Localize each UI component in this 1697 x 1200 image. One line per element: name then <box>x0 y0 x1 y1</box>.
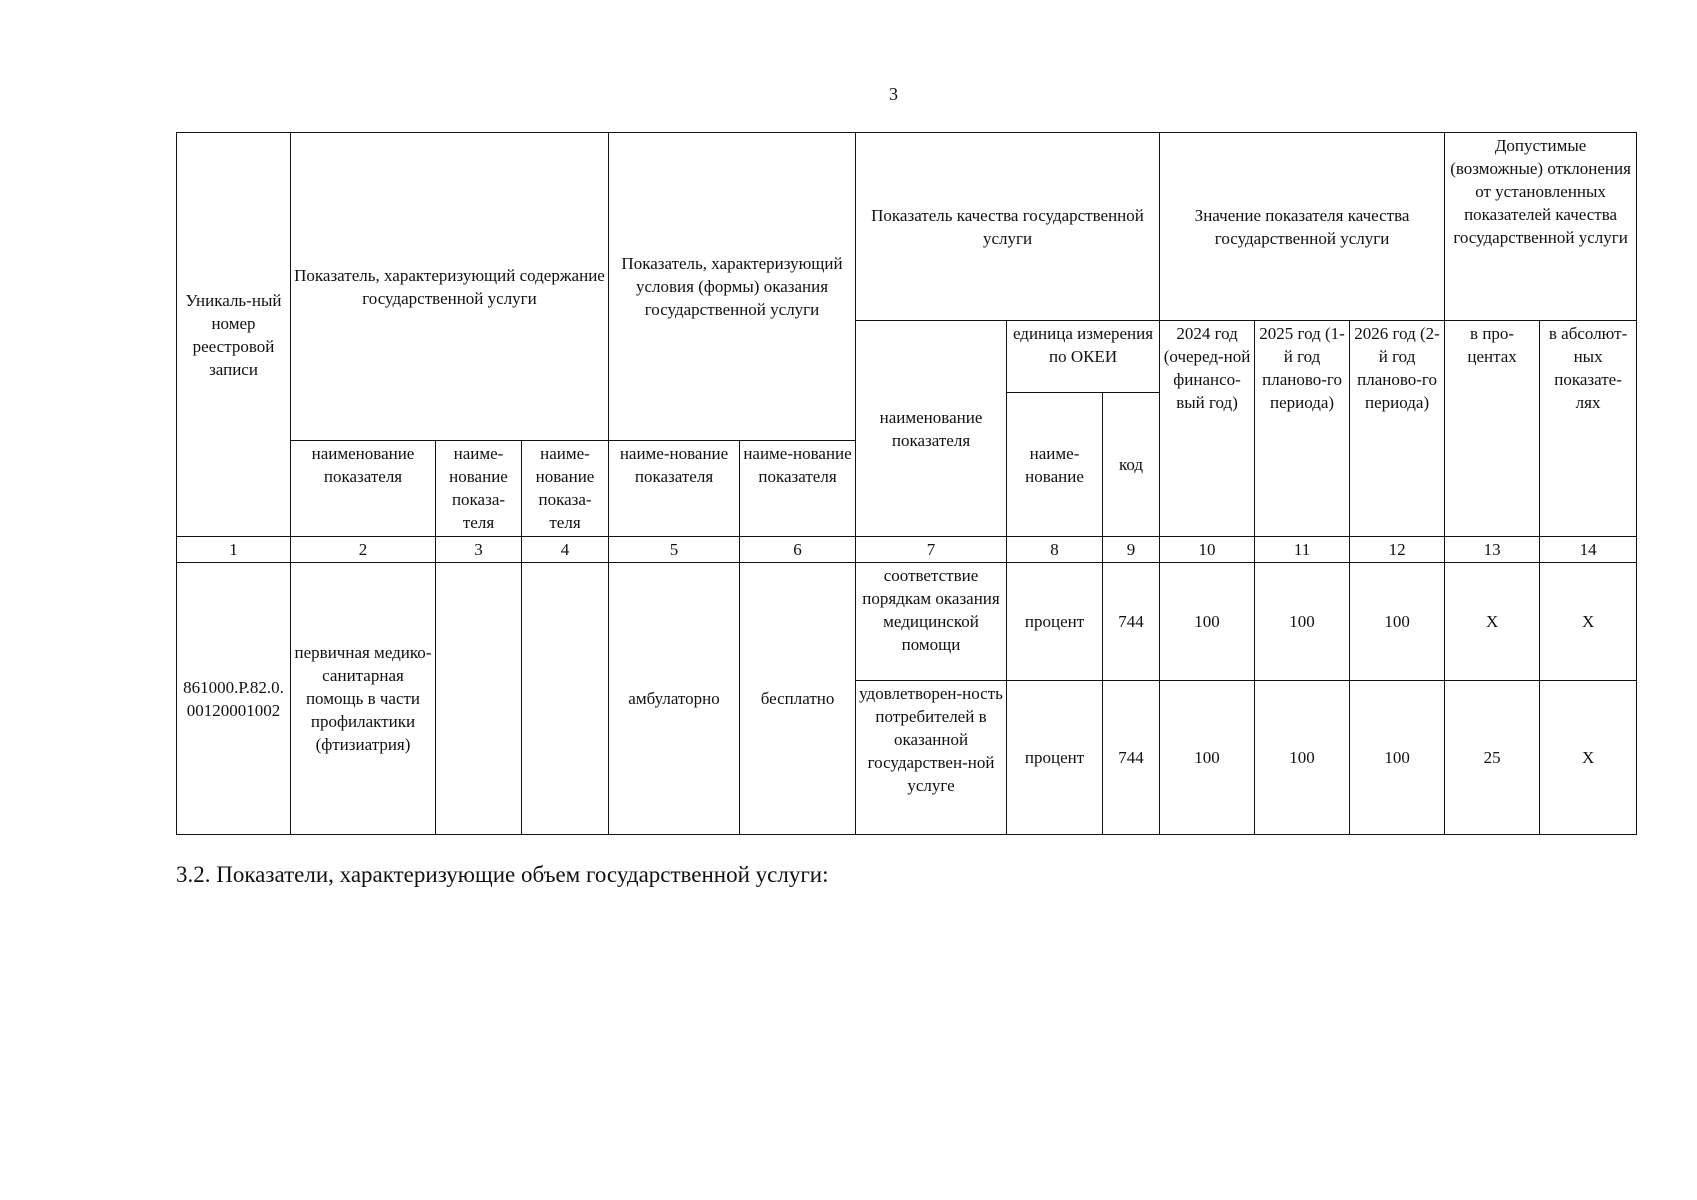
column-number: 4 <box>522 537 609 563</box>
value-2026-cell: 100 <box>1350 681 1445 835</box>
unit-name-cell: процент <box>1007 563 1103 681</box>
column-number: 7 <box>856 537 1007 563</box>
column-number: 6 <box>740 537 856 563</box>
page-number: 3 <box>889 84 898 104</box>
content-cell-4 <box>522 563 609 835</box>
header-unit-code: код <box>1103 393 1160 537</box>
header-quality-value: Значение показателя качества государственной услуги <box>1160 133 1445 321</box>
deviation-absolute-cell: X <box>1540 681 1637 835</box>
header-year-2025: 2025 год (1-й год планово-го периода) <box>1255 321 1350 537</box>
table-row <box>177 563 1637 681</box>
column-number: 12 <box>1350 537 1445 563</box>
deviation-percent-cell: X <box>1445 563 1540 681</box>
header-condition-name-6: наиме-нование показателя <box>740 441 856 537</box>
column-number: 1 <box>177 537 291 563</box>
header-content-indicator: Показатель, характеризующий содержание государственной услуги <box>291 133 609 441</box>
value-2025-cell: 100 <box>1255 563 1350 681</box>
header-quality-indicator: Показатель качества государственной услуги <box>856 133 1160 321</box>
header-year-2026: 2026 год (2-й год планово-го периода) <box>1350 321 1445 537</box>
header-content-name-3: наиме-нование показа-теля <box>436 441 522 537</box>
value-2026-cell: 100 <box>1350 563 1445 681</box>
header-deviations: Допустимые (возможные) отклонения от установленных показателей качества государственной услуги <box>1445 133 1637 321</box>
header-unit-name: наиме-нование <box>1007 393 1103 537</box>
deviation-percent-cell: 25 <box>1445 681 1540 835</box>
column-number: 3 <box>436 537 522 563</box>
indicator-name-cell: удовлетворен-ность потребителей в оказанной государствен-ной услуге <box>856 681 1007 835</box>
column-number: 9 <box>1103 537 1160 563</box>
deviation-absolute-cell: X <box>1540 563 1637 681</box>
column-number: 14 <box>1540 537 1637 563</box>
header-registry-number: Уникаль-ный номер реестровой записи <box>177 133 291 537</box>
column-number: 13 <box>1445 537 1540 563</box>
header-content-name-4: наиме-нование показа-теля <box>522 441 609 537</box>
value-2024-cell: 100 <box>1160 563 1255 681</box>
section-title: 3.2. Показатели, характеризующие объем государственной услуги: <box>176 862 829 887</box>
unit-code-cell: 744 <box>1103 563 1160 681</box>
header-content-name-2: наименование показателя <box>291 441 436 537</box>
column-number: 10 <box>1160 537 1255 563</box>
value-2025-cell: 100 <box>1255 681 1350 835</box>
value-2024-cell: 100 <box>1160 681 1255 835</box>
unit-code-cell: 744 <box>1103 681 1160 835</box>
column-number: 2 <box>291 537 436 563</box>
header-conditions-indicator: Показатель, характеризующий условия (формы) оказания государственной услуги <box>609 133 856 441</box>
header-unit-okei: единица измерения по ОКЕИ <box>1007 321 1160 393</box>
indicator-name-cell: соответствие порядкам оказания медицинской помощи <box>856 563 1007 681</box>
registry-number-cell: 861000.Р.82.0.00120001002 <box>177 563 291 835</box>
header-quality-indicator-name: наименование показателя <box>856 321 1007 537</box>
column-number: 5 <box>609 537 740 563</box>
content-name-cell: первичная медико-санитарная помощь в части профилактики (фтизиатрия) <box>291 563 436 835</box>
header-year-2024: 2024 год (очеред-ной финансо-вый год) <box>1160 321 1255 537</box>
header-deviation-percent: в про-центах <box>1445 321 1540 537</box>
column-number: 8 <box>1007 537 1103 563</box>
unit-name-cell: процент <box>1007 681 1103 835</box>
condition-payment-cell: бесплатно <box>740 563 856 835</box>
content-cell-3 <box>436 563 522 835</box>
header-condition-name-5: наиме-нование показателя <box>609 441 740 537</box>
quality-indicators-table <box>176 132 1637 835</box>
column-number: 11 <box>1255 537 1350 563</box>
header-deviation-absolute: в абсолют-ных показате-лях <box>1540 321 1637 537</box>
condition-form-cell: амбулаторно <box>609 563 740 835</box>
